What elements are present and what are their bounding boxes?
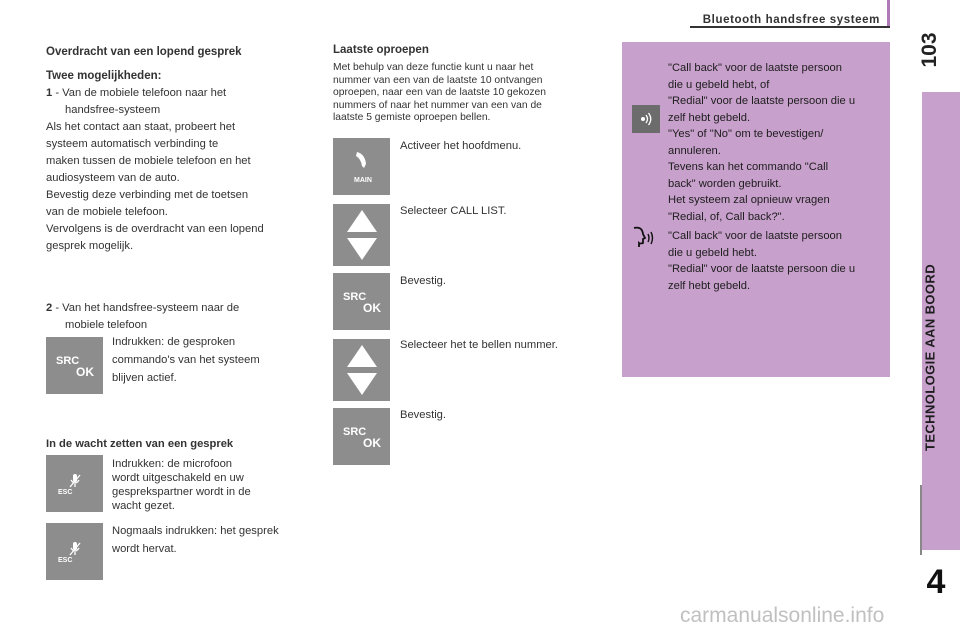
phone-handset-icon	[353, 150, 371, 172]
ok-label: OK	[363, 301, 381, 315]
body-line: Vervolgens is de overdracht van een lopend	[46, 223, 264, 235]
ok-label: OK	[363, 436, 381, 450]
esc-mute-button[interactable]	[46, 455, 103, 512]
arrow-up-icon	[347, 345, 377, 367]
text-line: "Redial" voor de laatste persoon die u	[668, 95, 856, 107]
text-line: "Call back" voor de laatste persoon	[668, 62, 842, 74]
text-line: blijven actief.	[112, 372, 177, 384]
speaking-head-icon	[630, 224, 660, 252]
press-src-description	[112, 333, 312, 387]
src-ok-button[interactable]	[333, 273, 390, 330]
left-column	[46, 44, 316, 255]
step-select-call-list: Selecteer CALL LIST.	[400, 205, 507, 217]
text-line: oproepen, naar een van de laatste 10 gekozen	[333, 87, 546, 98]
watermark: carmanualsonline.info	[680, 604, 885, 627]
text-line: Indrukken: de microfoon	[112, 458, 233, 470]
esc-resume-button[interactable]	[46, 523, 103, 580]
text-line: laatste 5 gemiste oproepen bellen.	[333, 112, 491, 123]
step-confirm: Bevestig.	[400, 275, 447, 287]
chapter-divider	[920, 485, 922, 555]
voice-commands-block-2	[668, 228, 890, 294]
press-esc-again-description	[112, 522, 322, 558]
text-line: Het systeem zal opnieuw vragen	[668, 194, 830, 206]
step-activate-main-menu: Activeer het hoofdmenu.	[400, 140, 522, 152]
text-line: commando's van het systeem	[112, 354, 260, 366]
header-rule	[690, 26, 890, 28]
text-line: zelf hebt gebeld.	[668, 111, 751, 124]
src-label: SRC	[56, 355, 80, 367]
text-line: Tevens kan het commando "Call	[668, 161, 829, 173]
src-label: SRC	[343, 426, 367, 438]
option-1-line1: 1 - Van de mobiele telefoon naar het	[46, 87, 227, 99]
main-menu-button[interactable]	[333, 138, 390, 195]
arrow-down-icon	[347, 373, 377, 395]
src-ok-button[interactable]	[46, 337, 103, 394]
option-2-line2: mobiele telefoon	[65, 319, 148, 331]
page-header-title: Bluetooth handsfree systeem	[702, 14, 880, 26]
text-line: Nogmaals indrukken: het gesprek	[112, 525, 279, 537]
text-line: die u gebeld hebt.	[668, 246, 757, 259]
text-line: wordt hervat.	[112, 543, 177, 555]
microphone-off-icon	[68, 541, 82, 557]
text-line: "Yes" of "No" om te bevestigen/	[668, 128, 824, 140]
heading-transfer-call: Overdracht van een lopend gesprek	[46, 46, 242, 58]
voice-commands-block-1	[668, 60, 890, 225]
text-line: Met behulp van deze functie kunt u naar het	[333, 62, 534, 73]
text-line: "Redial" voor de laatste persoon die u	[668, 263, 856, 275]
esc-label: ESC	[58, 489, 73, 496]
text-line: "Redial, of, Call back?".	[668, 210, 785, 223]
body-line: Als het contact aan staat, probeert het	[46, 121, 236, 133]
body-line: van de mobiele telefoon.	[46, 206, 168, 218]
body-line: audiosysteem van de auto.	[46, 172, 180, 184]
text-line: nummers of naar het nummer van een van de	[333, 99, 542, 111]
ok-label: OK	[76, 365, 94, 379]
chapter-number: 4	[926, 563, 946, 601]
arrow-up-icon	[347, 210, 377, 232]
text-line: nummer van een van de laatste 10 ontvangen	[333, 74, 543, 86]
voice-commands-panel	[622, 42, 890, 377]
main-label: MAIN	[354, 177, 372, 184]
recent-calls-intro	[333, 62, 608, 125]
text-line: Indrukken: de gesproken	[112, 336, 236, 348]
src-ok-button[interactable]	[333, 408, 390, 465]
text-line: die u gebeld hebt, of	[668, 78, 770, 91]
step-select-number: Selecteer het te bellen nummer.	[400, 339, 558, 351]
up-down-button[interactable]	[333, 339, 390, 401]
src-label: SRC	[343, 291, 367, 303]
page-number: 103	[918, 32, 941, 68]
heading-recent-calls: Laatste oproepen	[333, 44, 429, 56]
esc-label: ESC	[58, 557, 73, 564]
up-down-button[interactable]	[333, 204, 390, 266]
arrow-down-icon	[347, 238, 377, 260]
voice-command-button[interactable]	[632, 105, 660, 133]
press-esc-description	[112, 457, 312, 513]
option-2-line1: 2 - Van het handsfree-systeem naar de	[46, 302, 240, 314]
text-line: zelf hebt gebeld.	[668, 279, 751, 292]
text-line: wordt uitgeschakeld en uw	[112, 472, 244, 484]
microphone-off-icon	[68, 473, 82, 489]
page-tab-marker	[887, 0, 890, 26]
step-confirm: Bevestig.	[400, 409, 447, 421]
text-line: gesprekspartner wordt in de	[112, 486, 251, 498]
text-line: back" worden gebruikt.	[668, 177, 782, 190]
option-2	[46, 300, 316, 334]
body-line: Bevestig deze verbinding met de toetsen	[46, 189, 249, 201]
text-line: wacht gezet.	[112, 500, 175, 512]
body-line: maken tussen de mobiele telefoon en het	[46, 155, 251, 167]
voice-wave-icon	[638, 111, 654, 127]
subheading-options: Twee mogelijkheden:	[46, 70, 162, 82]
body-line: systeem automatisch verbinding te	[46, 138, 219, 150]
heading-hold-call: In de wacht zetten van een gesprek	[46, 438, 234, 450]
option-1-line2: handsfree-systeem	[65, 104, 161, 116]
text-line: "Call back" voor de laatste persoon	[668, 230, 842, 242]
text-line: annuleren.	[668, 144, 721, 157]
chapter-title: TECHNOLOGIE AAN BOORD	[922, 263, 938, 452]
body-line: gesprek mogelijk.	[46, 240, 134, 252]
